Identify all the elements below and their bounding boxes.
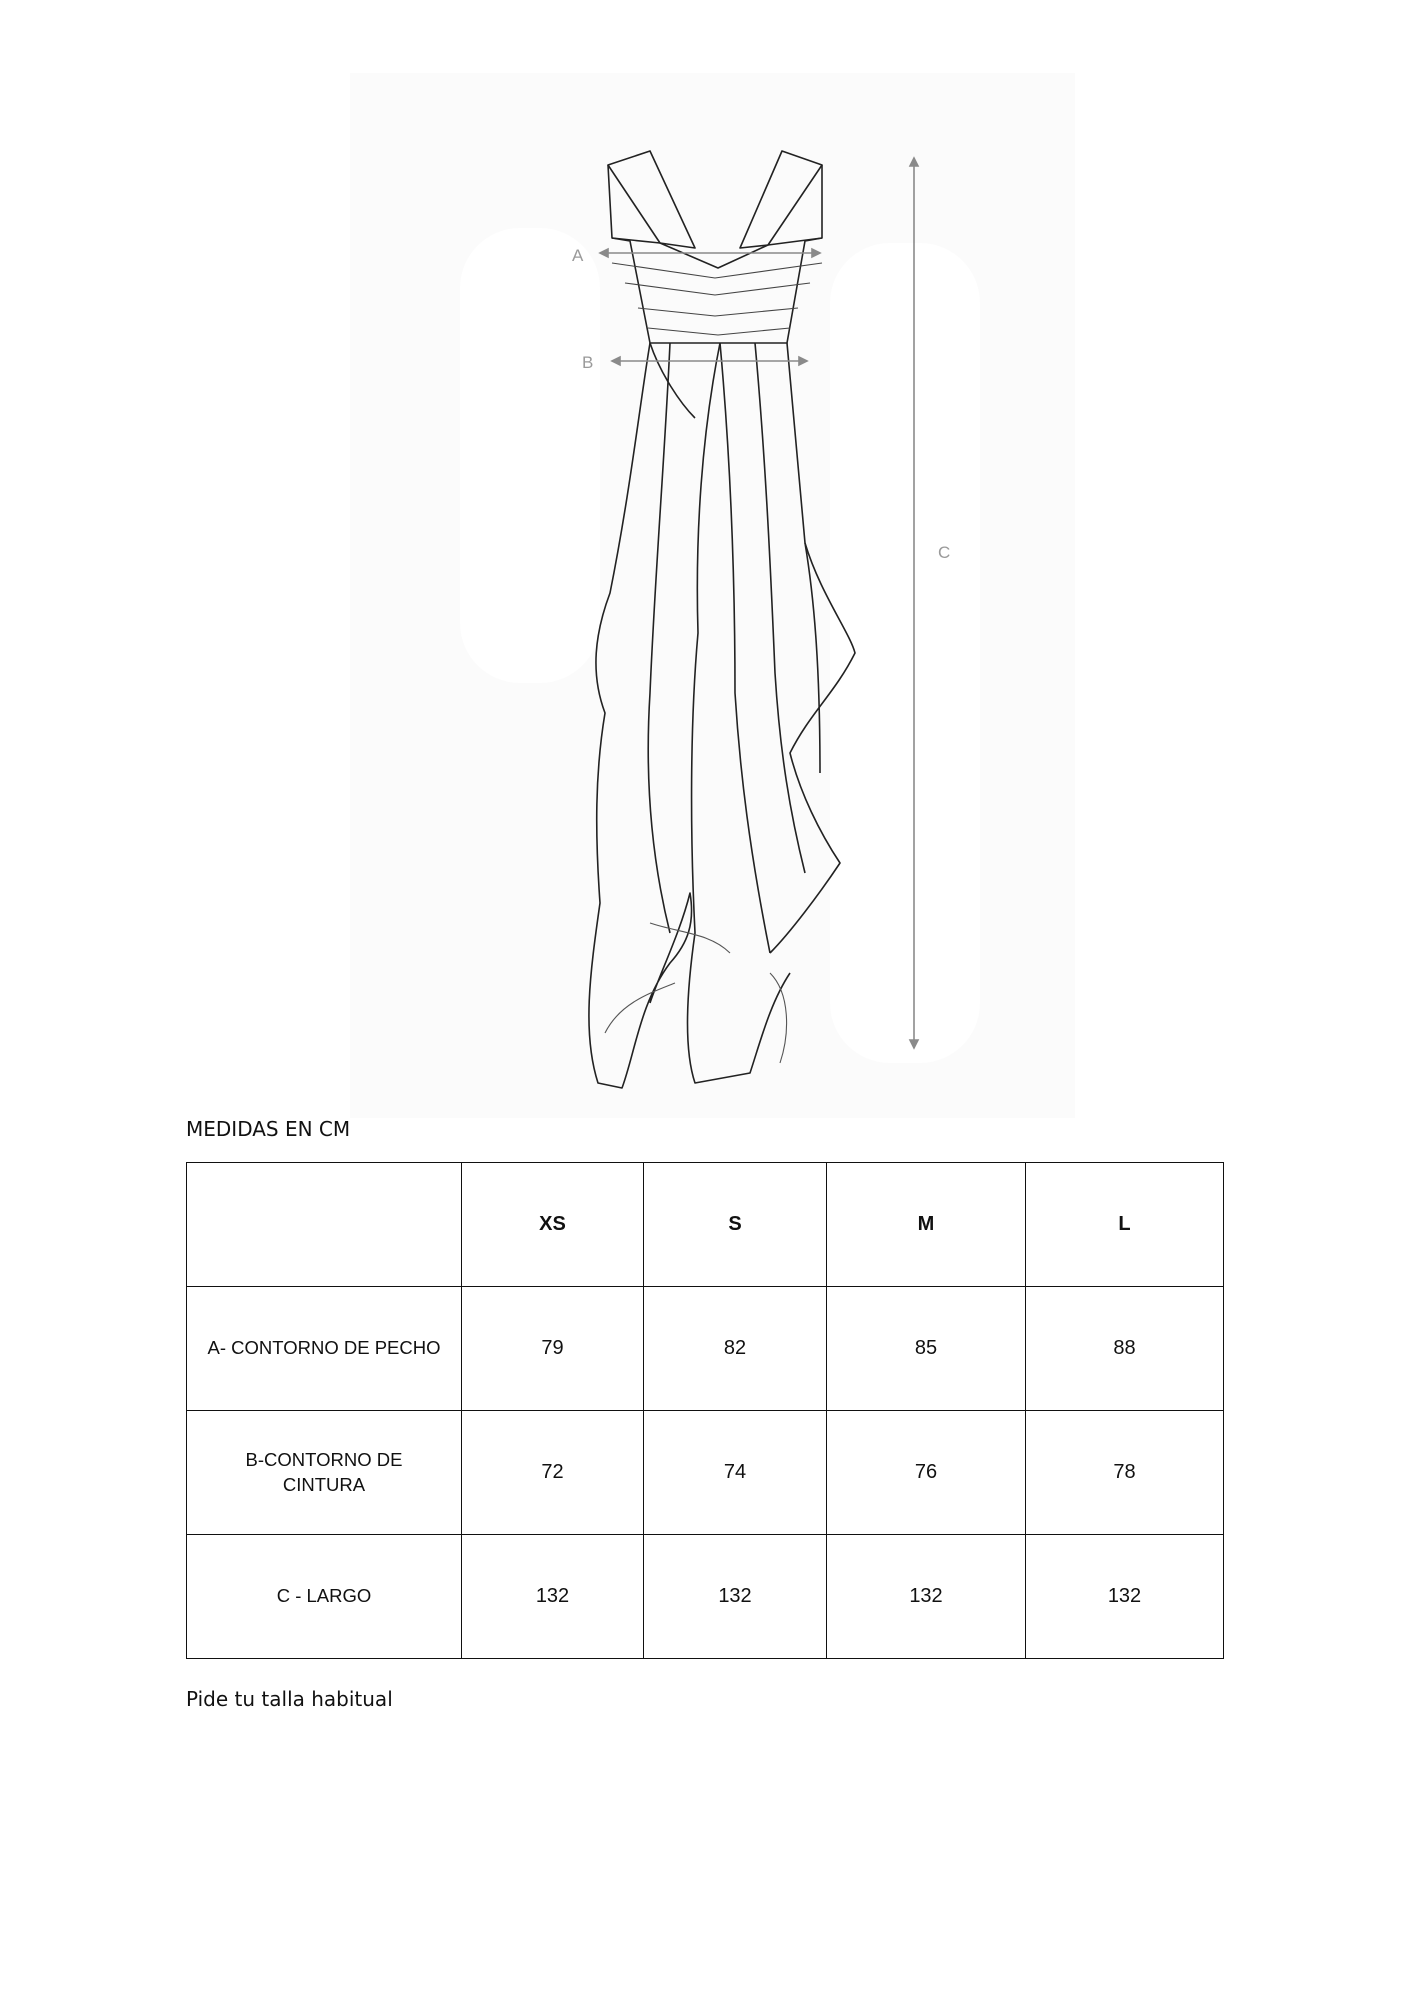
header-cell-l: L xyxy=(1026,1163,1224,1287)
table-cell: 82 xyxy=(644,1287,827,1411)
table-header-row xyxy=(187,1163,1224,1287)
table-cell: 85 xyxy=(827,1287,1026,1411)
table-row xyxy=(187,1287,1224,1411)
table-cell: 78 xyxy=(1026,1411,1224,1535)
row-label: C - LARGO xyxy=(187,1535,462,1659)
table-cell: 76 xyxy=(827,1411,1026,1535)
table-cell: 74 xyxy=(644,1411,827,1535)
size-table xyxy=(186,1162,1224,1659)
header-cell xyxy=(187,1163,462,1287)
table-cell: 88 xyxy=(1026,1287,1224,1411)
label-c: C xyxy=(938,543,951,562)
caption-measurements: MEDIDAS EN CM xyxy=(186,1117,351,1141)
header-cell-s: S xyxy=(644,1163,827,1287)
table-cell: 132 xyxy=(1026,1535,1224,1659)
dress-technical-drawing xyxy=(350,73,1075,1118)
caption-size-advice: Pide tu talla habitual xyxy=(186,1687,393,1711)
header-cell-xs: XS xyxy=(462,1163,644,1287)
table-cell: 132 xyxy=(644,1535,827,1659)
table-cell: 79 xyxy=(462,1287,644,1411)
header-cell-m: M xyxy=(827,1163,1026,1287)
label-a: A xyxy=(572,246,584,265)
table-cell: 132 xyxy=(462,1535,644,1659)
row-label: B-CONTORNO DE CINTURA xyxy=(187,1411,462,1535)
row-label: A- CONTORNO DE PECHO xyxy=(187,1287,462,1411)
table-row xyxy=(187,1411,1224,1535)
table-row xyxy=(187,1535,1224,1659)
label-b: B xyxy=(582,353,594,372)
table-cell: 132 xyxy=(827,1535,1026,1659)
table-cell: 72 xyxy=(462,1411,644,1535)
